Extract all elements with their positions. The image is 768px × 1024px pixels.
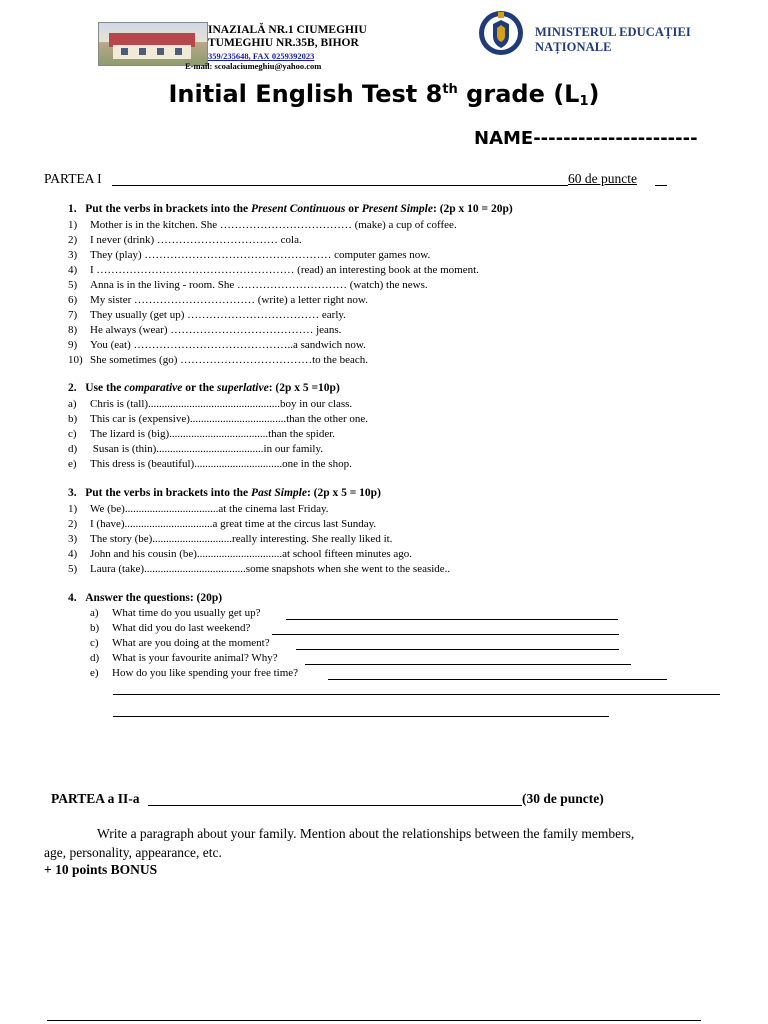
ministry-name: MINISTERUL EDUCAȚIEI NAȚIONALE bbox=[535, 25, 691, 54]
exercise-2-heading: 2. Use the comparative or the superlative: (2p x 5 =10p) bbox=[68, 382, 340, 394]
exercise-3-heading: 3. Put the verbs in brackets into the Past Simple: (2p x 5 = 10p) bbox=[68, 487, 381, 499]
list-item: 3) They (play) …………………………………………… computer games now. bbox=[68, 249, 431, 261]
romanian-government-crest-icon bbox=[478, 6, 524, 60]
list-item: 6) My sister …………………………… (write) a letter right now. bbox=[68, 294, 368, 306]
question-item: a) What time do you usually get up? bbox=[90, 607, 261, 619]
list-item: 5) Anna is in the living - room. She ………………………… (watch) the news. bbox=[68, 279, 428, 291]
list-item: 5) Laura (take).....................................some snapshots when she went to the seaside.. bbox=[68, 563, 451, 575]
exercise-3-list bbox=[68, 502, 450, 577]
exercise-4-list bbox=[90, 606, 298, 681]
list-item: 10) She sometimes (go) ………………………………to the beach. bbox=[68, 354, 369, 366]
list-item: b) This car is (expensive)...................................than the other one. bbox=[68, 413, 368, 425]
answer-line-e[interactable] bbox=[328, 679, 667, 680]
answer-line-b[interactable] bbox=[272, 634, 619, 635]
school-name: INAZIALĂ NR.1 CIUMEGHIU bbox=[208, 24, 367, 36]
writing-prompt-line2: age, personality, appearance, etc. bbox=[44, 845, 222, 860]
answer-line-d[interactable] bbox=[305, 664, 631, 665]
part2-rule bbox=[148, 805, 522, 806]
question-item: e) How do you like spending your free time? bbox=[90, 667, 299, 679]
school-email[interactable]: E-mail: scoalaciumeghiu@yahoo.com bbox=[185, 61, 322, 71]
test-title: Initial English Test 8th grade $(L_1)$ bbox=[168, 80, 600, 109]
answer-line-c[interactable] bbox=[296, 649, 619, 650]
answer-line-e2[interactable] bbox=[113, 694, 720, 695]
answer-line-a[interactable] bbox=[286, 619, 618, 620]
list-item: 1) We (be)..................................at the cinema last Friday. bbox=[68, 503, 329, 515]
list-item: 2) I (have)................................a great time at the circus last Sunday. bbox=[68, 518, 377, 530]
list-item: 1) Mother is in the kitchen. She ……………………………… (make) a cup of coffee. bbox=[68, 219, 457, 231]
list-item: a) Chris is (tall)................................................boy in our class. bbox=[68, 398, 353, 410]
list-item: 8) He always (wear) ………………………………… jeans. bbox=[68, 324, 342, 336]
list-item: d) Susan is (thin).......................................in our family. bbox=[68, 443, 324, 455]
writing-prompt-line1: Write a paragraph about your family. Mention about the relationships between the family members, bbox=[97, 826, 635, 841]
part1-label: PARTEA I bbox=[44, 171, 102, 186]
part2-label: PARTEA a II-a bbox=[51, 791, 140, 806]
writing-line[interactable] bbox=[47, 1020, 701, 1021]
list-item: 7) They usually (get up) ……………………………… early. bbox=[68, 309, 346, 321]
exercise-2-list bbox=[68, 397, 368, 472]
list-item: 2) I never (drink) …………………………… cola. bbox=[68, 234, 302, 246]
list-item: 9) You (eat) ……………………………………..a sandwich now. bbox=[68, 339, 366, 351]
part1-points: 60 de puncte bbox=[568, 171, 637, 186]
list-item: 4) I ……………………………………………… (read) an interesting book at the moment. bbox=[68, 264, 479, 276]
question-item: d) What is your favourite animal? Why? bbox=[90, 652, 278, 664]
list-item: 3) The story (be).............................really interesting. She really liked it. bbox=[68, 533, 393, 545]
school-logo bbox=[98, 22, 208, 66]
list-item: e) This dress is (beautiful)................................one in the shop. bbox=[68, 458, 352, 470]
exercise-1-heading: 1. Put the verbs in brackets into the Present Continuous or Present Simple: (2p x 10 = 20p) bbox=[68, 203, 513, 215]
name-field[interactable]: NAME---------------------- bbox=[474, 128, 698, 149]
answer-line-e3[interactable] bbox=[113, 716, 609, 717]
list-item: c) The lizard is (big)....................................than the spider. bbox=[68, 428, 336, 440]
part1-rule bbox=[112, 185, 568, 186]
list-item: 4) John and his cousin (be)...............................at school fifteen minutes ago. bbox=[68, 548, 413, 560]
school-info bbox=[208, 24, 367, 63]
school-address: TUMEGHIU NR.35B, BIHOR bbox=[208, 37, 359, 49]
part1-rule-end bbox=[655, 185, 667, 186]
part2-points: (30 de puncte) bbox=[522, 791, 604, 806]
school-phone[interactable]: 359/235648, FAX 0259392023 bbox=[208, 51, 315, 61]
exercise-1-list bbox=[68, 218, 479, 368]
bonus-note: + 10 points BONUS bbox=[44, 862, 158, 877]
question-item: b) What did you do last weekend? bbox=[90, 622, 251, 634]
question-item: c) What are you doing at the moment? bbox=[90, 637, 270, 649]
exercise-4-heading: 4. Answer the questions: (20p) bbox=[68, 592, 223, 604]
